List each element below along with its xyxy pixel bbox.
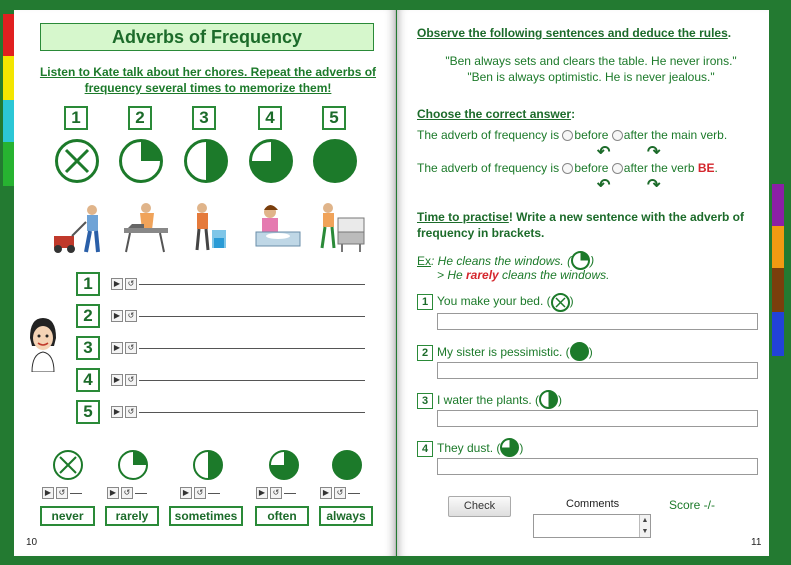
exercise-number: 4 (417, 441, 433, 457)
word-sometimes: sometimes (169, 506, 243, 526)
example-answer (437, 268, 609, 282)
page-number-left: 10 (26, 537, 38, 548)
check-button[interactable]: Check (448, 496, 511, 517)
pie-full-icon (332, 450, 362, 480)
example-answer-suffix: cleans the windows. (498, 268, 610, 282)
practise-text: ! Write a new sentence with the adverb of frequency in brackets. (417, 210, 744, 240)
rule-2-radio-after[interactable] (612, 163, 623, 174)
choose-heading-row (417, 107, 575, 121)
word-audio-player-rarely[interactable] (107, 486, 147, 500)
rule-2-option-before: before (574, 161, 609, 175)
observe-heading: Observe the following sentences and deduce the rules (417, 26, 728, 40)
tab-blue[interactable] (772, 312, 784, 356)
number-box-1: 1 (64, 106, 88, 130)
play-icon[interactable]: ▶ (111, 310, 123, 322)
number-box-3: 3 (192, 106, 216, 130)
play-icon[interactable]: ▶ (180, 487, 192, 499)
example-sentence: : He cleans the windows. ( (431, 254, 572, 268)
pie-half-icon (539, 390, 558, 409)
replay-icon[interactable]: ↺ (125, 374, 137, 386)
exercise-1 (417, 293, 574, 312)
progress-track[interactable] (139, 284, 365, 285)
exercise-close: ) (569, 294, 574, 308)
audio-row-number-3: 3 (76, 336, 100, 360)
pie-full-icon (313, 139, 357, 183)
word-audio-player-often[interactable] (256, 486, 296, 500)
rule-1-option-after: after the main verb. (623, 128, 728, 142)
observe-heading-row (417, 26, 731, 40)
tab-brown[interactable] (772, 268, 784, 312)
tab-purple[interactable] (772, 184, 784, 226)
rule-1-radio-before[interactable] (562, 130, 573, 141)
pie-never-icon (551, 293, 570, 312)
exercise-text: You make your bed. ( (437, 294, 551, 308)
progress-track[interactable] (208, 493, 220, 494)
exercise-3-answer-input[interactable] (437, 410, 758, 427)
progress-track[interactable] (348, 493, 360, 494)
progress-track[interactable] (139, 380, 365, 381)
choose-heading-end: : (571, 107, 576, 121)
audio-row-number-2: 2 (76, 304, 100, 328)
play-icon[interactable]: ▶ (107, 487, 119, 499)
play-icon[interactable]: ▶ (256, 487, 268, 499)
exercise-text: I water the plants. ( (437, 393, 540, 407)
progress-track[interactable] (284, 493, 296, 494)
exercise-close: ) (519, 441, 524, 455)
exercise-close: ) (588, 345, 593, 359)
replay-icon[interactable]: ↺ (121, 487, 133, 499)
comments-scrollbar[interactable]: ▲ ▼ (639, 515, 650, 537)
washing-dishes-icon (248, 200, 304, 254)
making-bed-icon (312, 198, 368, 252)
pie-never-icon (53, 450, 83, 480)
audio-player-1[interactable] (111, 277, 365, 291)
progress-track[interactable] (139, 348, 365, 349)
audio-row-number-5: 5 (76, 400, 100, 424)
replay-icon[interactable]: ↺ (194, 487, 206, 499)
comments-label: Comments (566, 498, 620, 510)
progress-track[interactable] (135, 493, 147, 494)
practise-heading: Time to practise (417, 210, 509, 224)
audio-player-5[interactable] (111, 405, 365, 419)
pie-half-icon (184, 139, 228, 183)
ironing-icon (116, 200, 172, 254)
example-answer-adverb: rarely (466, 268, 499, 282)
exercise-2 (417, 342, 593, 361)
left-page (14, 10, 396, 556)
rule-1-option-before: before (574, 128, 609, 142)
mowing-lawn-icon (52, 200, 108, 254)
number-box-5: 5 (322, 106, 346, 130)
observe-heading-end: . (727, 26, 732, 40)
play-icon[interactable]: ▶ (111, 406, 123, 418)
right-page (397, 10, 769, 556)
audio-player-4[interactable] (111, 373, 365, 387)
replay-icon[interactable]: ↺ (125, 278, 137, 290)
pie-never-icon (55, 139, 99, 183)
curved-arrow-right-icon: ↷ (647, 177, 661, 194)
word-audio-player-always[interactable] (320, 486, 360, 500)
replay-icon[interactable]: ↺ (125, 342, 137, 354)
audio-row-number-1: 1 (76, 272, 100, 296)
example-label: Ex (417, 254, 432, 268)
pie-three-quarters-icon (249, 139, 293, 183)
pie-three-quarters-icon (500, 438, 519, 457)
replay-icon[interactable]: ↺ (56, 487, 68, 499)
kate-avatar (26, 316, 60, 372)
play-icon[interactable]: ▶ (42, 487, 54, 499)
score-label: Score -/- (669, 498, 716, 512)
exercise-number: 1 (417, 294, 433, 310)
curved-arrow-left-icon: ↶ (597, 144, 611, 161)
verb-be: BE (697, 161, 715, 175)
curved-arrow-left-icon: ↶ (597, 177, 611, 194)
exercise-4 (417, 438, 523, 457)
exercise-number: 3 (417, 393, 433, 409)
rule-2-radio-before[interactable] (562, 163, 573, 174)
comments-box[interactable] (533, 514, 651, 538)
replay-icon[interactable]: ↺ (125, 406, 137, 418)
tab-orange[interactable] (772, 226, 784, 268)
page-number-right: 11 (751, 537, 762, 548)
progress-track[interactable] (139, 316, 365, 317)
exercise-text: My sister is pessimistic. ( (437, 345, 570, 359)
exercise-text: They dust. ( (437, 441, 501, 455)
rule-1-prefix: The adverb of frequency is (417, 128, 560, 142)
pie-half-icon (193, 450, 223, 480)
exercise-1-answer-input[interactable] (437, 313, 758, 330)
example-sentence-1: "Ben always sets and clears the table. He never irons." (445, 54, 737, 68)
play-icon[interactable]: ▶ (111, 342, 123, 354)
replay-icon[interactable]: ↺ (334, 487, 346, 499)
example-close: ) (590, 254, 595, 268)
audio-player-2[interactable] (111, 309, 365, 323)
word-never: never (40, 506, 95, 526)
pie-full-icon (570, 342, 589, 361)
pie-three-quarters-icon (269, 450, 299, 480)
exercise-2-answer-input[interactable] (437, 362, 758, 379)
word-always: always (319, 506, 373, 526)
taking-out-trash-icon (184, 200, 240, 254)
play-icon[interactable]: ▶ (320, 487, 332, 499)
word-often: often (255, 506, 309, 526)
exercise-4-answer-input[interactable] (437, 458, 758, 475)
replay-icon[interactable]: ↺ (125, 310, 137, 322)
page-title: Adverbs of Frequency (40, 23, 374, 51)
exercise-number: 2 (417, 345, 433, 361)
audio-player-3[interactable] (111, 341, 365, 355)
example-sentence-2: "Ben is always optimistic. He is never jealous." (467, 70, 715, 84)
choose-heading: Choose the correct answer (417, 107, 572, 121)
rule-1 (417, 128, 727, 142)
word-rarely: rarely (105, 506, 159, 526)
pie-quarter-icon (119, 139, 163, 183)
play-icon[interactable]: ▶ (111, 374, 123, 386)
exercise-3 (417, 390, 562, 409)
curved-arrow-right-icon: ↷ (647, 144, 661, 161)
rule-2-option-after: after the verb (623, 161, 695, 175)
example-answer-prefix: > He (437, 268, 467, 282)
number-box-2: 2 (128, 106, 152, 130)
replay-icon[interactable]: ↺ (270, 487, 282, 499)
progress-track[interactable] (70, 493, 82, 494)
number-box-4: 4 (258, 106, 282, 130)
word-audio-player-never[interactable] (42, 486, 82, 500)
rule-2-prefix: The adverb of frequency is (417, 161, 560, 175)
word-audio-player-sometimes[interactable] (180, 486, 220, 500)
rule-1-radio-after[interactable] (612, 130, 623, 141)
listen-instruction: Listen to Kate talk about her chores. Repeat the adverbs of frequency several times to memorize them! (39, 65, 377, 95)
exercise-close: ) (558, 393, 563, 407)
play-icon[interactable]: ▶ (111, 278, 123, 290)
audio-row-number-4: 4 (76, 368, 100, 392)
practise-instruction (417, 209, 757, 241)
rule-2 (417, 161, 718, 175)
pie-quarter-icon (118, 450, 148, 480)
progress-track[interactable] (139, 412, 365, 413)
rule-2-end: . (714, 161, 718, 175)
